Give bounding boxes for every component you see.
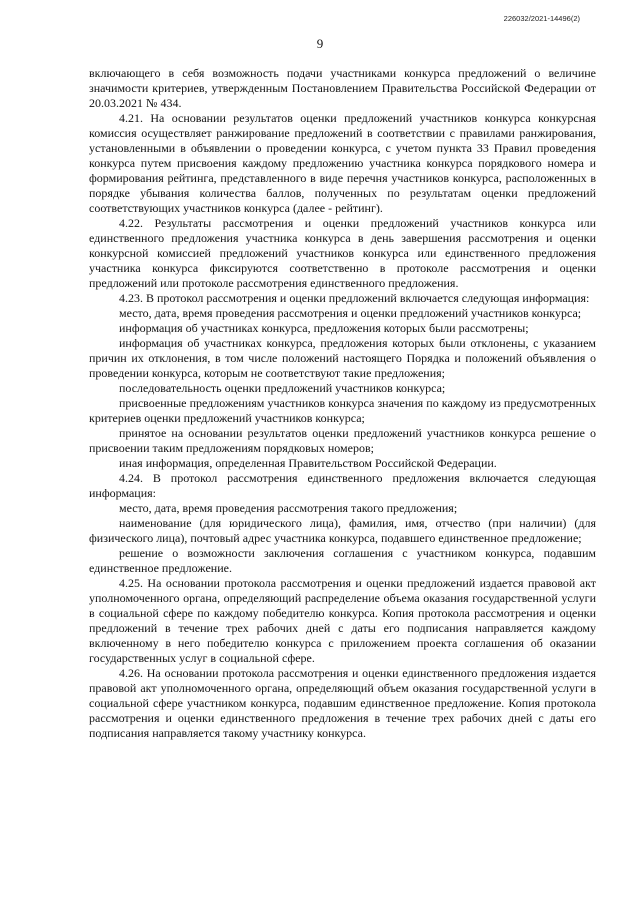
paragraph-continuation: включающего в себя возможность подачи участниками конкурса предложений о величине значимости критериев, утвержденным Постановлением Правительства Российской Федерации от 20.03.2021 № 434. xyxy=(89,66,596,110)
list-item: информация об участниках конкурса, предложения которых были отклонены, с указанием причин их отклонения, в том числе положений настоящего Порядка и положений объявления о проведении конкурса, которым не соответствуют такие предложения; xyxy=(89,336,596,380)
paragraph-4-22: 4.22. Результаты рассмотрения и оценки предложений участников конкурса или единственного предложения участника конкурса в день завершения рассмотрения и оценки конкурсной комиссией предложений участников конкурса или единственного предложения участника конкурса фиксируются соответственно в протоколе рассмотрения и оценки предложений или протоколе рассмотрения единственного предложения. xyxy=(89,216,596,290)
paragraph-4-21: 4.21. На основании результатов оценки предложений участников конкурса конкурсная комиссия осуществляет ранжирование предложений в соответствии с правилами ранжирования, установленными в объявлении о проведении конкурса, с учетом пункта 33 Правил проведения конкурса путем присвоения каждому предложению участника конкурса порядкового номера и формирования рейтинга, представленного в виде перечня участников конкурса, расположенных в порядке убывания количества баллов, полученных по результатам оценки предложений соответствующих участников конкурса (далее - рейтинг). xyxy=(89,111,596,215)
paragraph-4-23: 4.23. В протокол рассмотрения и оценки предложений включается следующая информация: xyxy=(119,291,590,305)
list-item: присвоенные предложениям участников конкурса значения по каждому из предусмотренных критериев оценки предложений участников конкурса; xyxy=(89,396,596,425)
paragraph-4-26: 4.26. На основании протокола рассмотрения и оценки единственного предложения издается правовой акт уполномоченного органа, определяющий объем оказания государственной услуги в социальной сфере участником конкурса, подавшим единственное предложение. Копия протокола рассмотрения и оценки единственного предложения в течение трех рабочих дней с даты его подписания направляется такому участнику конкурса. xyxy=(89,666,596,740)
list-item: наименование (для юридического лица), фамилия, имя, отчество (при наличии) (для физического лица), почтовый адрес участника конкурса, подавшего единственное предложение; xyxy=(89,516,596,545)
paragraph-4-24: 4.24. В протокол рассмотрения единственного предложения включается следующая информация: xyxy=(89,471,596,500)
list-item: последовательность оценки предложений участников конкурса; xyxy=(119,381,446,395)
document-id: 226032/2021-14496(2) xyxy=(503,14,580,23)
page-number: 9 xyxy=(316,36,324,51)
paragraph-4-25: 4.25. На основании протокола рассмотрения и оценки предложений издается правовой акт уполномоченного органа, определяющий распределение объема оказания государственной услуги в социальной сфере по каждому победителю конкурса. Копия протокола рассмотрения и оценки предложений в течение трех рабочих дней с даты его подписания направляется каждому включенному в него победителю конкурса с приложением проекта соглашения об оказании государственных услуг в социальной сфере. xyxy=(89,576,596,665)
list-item: иная информация, определенная Правительством Российской Федерации. xyxy=(119,456,497,470)
list-item: место, дата, время проведения рассмотрения и оценки предложений участников конкурса; xyxy=(119,306,582,320)
list-item: принятое на основании результатов оценки предложений участников конкурса решение о присвоении таким предложениям порядковых номеров; xyxy=(89,426,596,455)
list-item: место, дата, время проведения рассмотрения такого предложения; xyxy=(119,501,458,515)
list-item: информация об участниках конкурса, предложения которых были рассмотрены; xyxy=(119,321,529,335)
document-body xyxy=(89,66,596,741)
list-item: решение о возможности заключения соглашения с участником конкурса, подавшим единственное предложение. xyxy=(89,546,596,575)
